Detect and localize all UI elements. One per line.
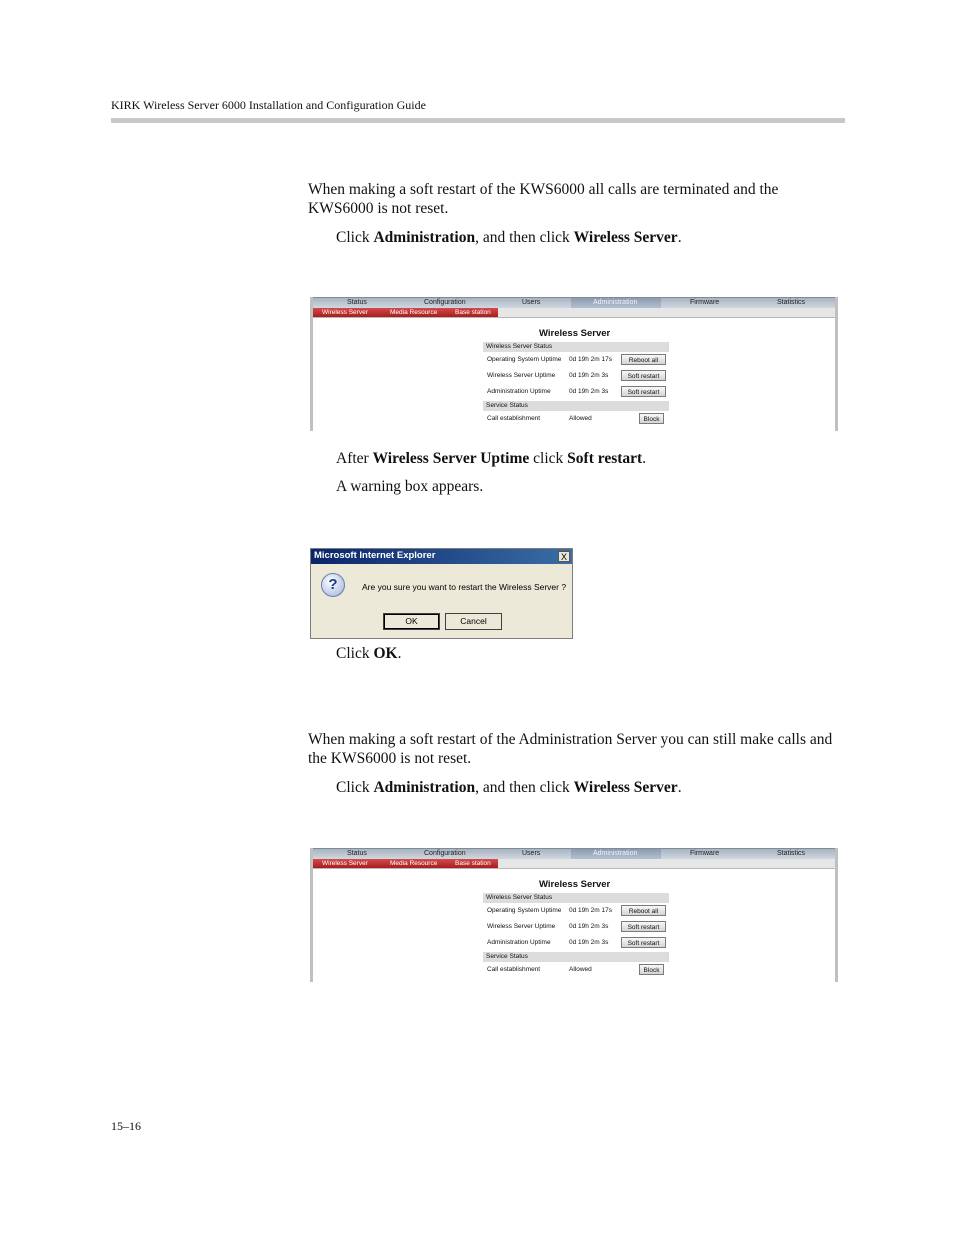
- row-label: Administration Uptime: [487, 388, 551, 395]
- section1-step3: A warning box appears.: [336, 478, 484, 495]
- running-header: KIRK Wireless Server 6000 Installation and Configuration Guide: [111, 98, 426, 112]
- row-label: Call establishment: [487, 415, 541, 422]
- soft-restart-server-button[interactable]: Soft restart: [621, 921, 666, 932]
- nav-administration[interactable]: Administration: [593, 850, 638, 857]
- nav-administration[interactable]: Administration: [593, 299, 638, 306]
- section2-step1: Click Administration, and then click Wireless Server.: [336, 779, 682, 796]
- sub-navigation: [313, 308, 835, 318]
- web-ui-screenshot-2: [310, 848, 838, 982]
- row-label: Operating System Uptime: [487, 356, 562, 363]
- dialog-titlebar: [311, 549, 572, 564]
- nav-users[interactable]: Users: [522, 299, 541, 306]
- nav-statistics[interactable]: Statistics: [777, 850, 806, 857]
- row-label: Wireless Server Uptime: [487, 372, 556, 379]
- page-number: 15–16: [111, 1119, 141, 1133]
- dialog-title: Microsoft Internet Explorer: [314, 550, 436, 561]
- row-value: Allowed: [569, 415, 592, 422]
- nav-firmware[interactable]: Firmware: [690, 850, 720, 857]
- section1-intro: When making a soft restart of the KWS6000 all calls are terminated and the KWS6000 is not reset.: [308, 181, 779, 217]
- block-button[interactable]: Block: [639, 413, 664, 424]
- row-value: 0d 19h 2m 3s: [569, 388, 609, 395]
- status-section-header: Wireless Server Status: [483, 893, 669, 903]
- nav-status[interactable]: Status: [347, 299, 367, 306]
- nav-configuration[interactable]: Configuration: [424, 299, 466, 306]
- subnav-media-resource[interactable]: Media Resource: [390, 860, 438, 867]
- row-value: 0d 19h 2m 3s: [569, 372, 609, 379]
- web-ui-screenshot-1: [310, 297, 838, 431]
- nav-users[interactable]: Users: [522, 850, 541, 857]
- section2-intro: When making a soft restart of the Administration Server you can still make calls and the KWS6000 is not reset.: [308, 731, 833, 767]
- nav-status[interactable]: Status: [347, 850, 367, 857]
- row-value: 0d 19h 2m 17s: [569, 356, 613, 363]
- section1-step2: After Wireless Server Uptime click Soft restart.: [336, 450, 647, 467]
- row-label: Call establishment: [487, 966, 541, 973]
- subnav-base-station[interactable]: Base station: [455, 309, 491, 316]
- section1-step4: Click OK.: [336, 645, 402, 662]
- soft-restart-admin-button[interactable]: Soft restart: [621, 386, 666, 397]
- subnav-wireless-server[interactable]: Wireless Server: [322, 860, 368, 867]
- nav-statistics[interactable]: Statistics: [777, 299, 806, 306]
- section1-step1: Click Administration, and then click Wireless Server.: [336, 229, 682, 246]
- nav-configuration[interactable]: Configuration: [424, 850, 466, 857]
- reboot-all-button[interactable]: Reboot all: [621, 354, 666, 365]
- subnav-base-station[interactable]: Base station: [455, 860, 491, 867]
- row-value: Allowed: [569, 966, 592, 973]
- row-value: 0d 19h 2m 3s: [569, 939, 609, 946]
- row-value: 0d 19h 2m 17s: [569, 907, 613, 914]
- panel-title: Wireless Server: [539, 328, 611, 339]
- header-rule: [111, 118, 845, 123]
- panel-title: Wireless Server: [539, 879, 611, 890]
- reboot-all-button[interactable]: Reboot all: [621, 905, 666, 916]
- dialog-message: Are you sure you want to restart the Wireless Server ?: [362, 582, 567, 592]
- subnav-media-resource[interactable]: Media Resource: [390, 309, 438, 316]
- block-button[interactable]: Block: [639, 964, 664, 975]
- service-section-header: Service Status: [483, 401, 669, 411]
- subnav-wireless-server[interactable]: Wireless Server: [322, 309, 368, 316]
- nav-firmware[interactable]: Firmware: [690, 299, 720, 306]
- cancel-button[interactable]: Cancel: [445, 613, 502, 630]
- confirm-dialog: [310, 548, 573, 639]
- service-section-header: Service Status: [483, 952, 669, 962]
- close-icon[interactable]: X: [558, 551, 570, 562]
- status-section-header: Wireless Server Status: [483, 342, 669, 352]
- row-label: Wireless Server Uptime: [487, 923, 556, 930]
- question-icon: ?: [321, 573, 345, 597]
- soft-restart-admin-button[interactable]: Soft restart: [621, 937, 666, 948]
- row-label: Administration Uptime: [487, 939, 551, 946]
- sub-navigation: [313, 859, 835, 869]
- soft-restart-server-button[interactable]: Soft restart: [621, 370, 666, 381]
- row-value: 0d 19h 2m 3s: [569, 923, 609, 930]
- ok-button[interactable]: OK: [383, 613, 440, 630]
- row-label: Operating System Uptime: [487, 907, 562, 914]
